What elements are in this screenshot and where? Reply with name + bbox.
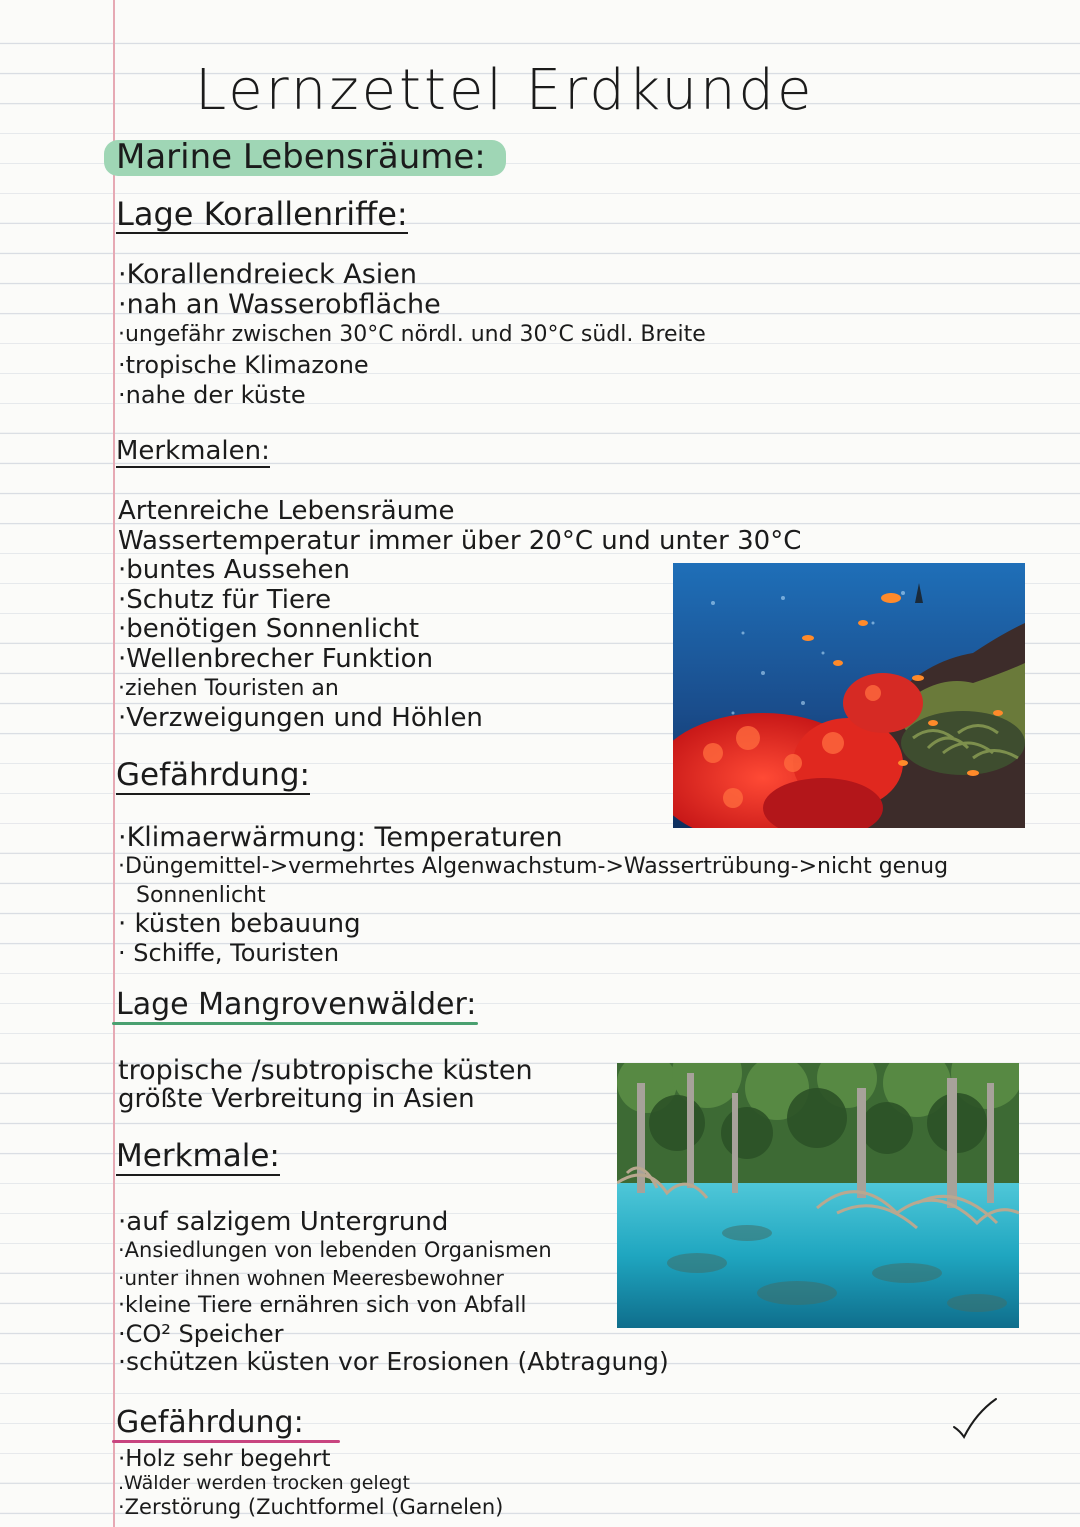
list-item: ·Verzweigungen und Höhlen — [118, 702, 483, 733]
list-item: ·Klimaerwärmung: Temperaturen — [118, 822, 563, 853]
list-item: ·unter ihnen wohnen Meeresbewohner — [118, 1266, 504, 1290]
list-item: ·CO² Speicher — [118, 1320, 284, 1348]
mangrove-threat-heading: Gefährdung: — [116, 1405, 304, 1440]
list-item: größte Verbreitung in Asien — [118, 1084, 475, 1114]
list-item: ·nah an Wasserobfläche — [118, 289, 441, 320]
page-margin-line — [113, 0, 115, 1527]
coral-reef-photo — [673, 563, 1025, 828]
coral-threat-list — [118, 823, 948, 968]
list-item: tropische /subtropische küsten — [118, 1055, 533, 1086]
list-item: ·ungefähr zwischen 30°C nördl. und 30°C südl. Breite — [118, 322, 706, 347]
list-item: · Schiffe, Touristen — [118, 939, 340, 967]
list-item: ·Zerstörung (Zuchtformel (Garnelen) — [118, 1495, 504, 1519]
list-item: ·ziehen Touristen an — [118, 676, 339, 701]
list-item: ·Ansiedlungen von lebenden Organismen — [118, 1238, 552, 1262]
coral-features-heading: Merkmalen: — [116, 436, 270, 466]
mangrove-forest-photo — [617, 1063, 1019, 1328]
checkmark-icon — [950, 1395, 1000, 1447]
list-item: ·Holz sehr begehrt — [118, 1446, 331, 1472]
list-item: ·Düngemittel->vermehrtes Algenwachstum->Wassertrübung->nicht genug — [118, 854, 949, 879]
list-item: ·benötigen Sonnenlicht — [118, 614, 420, 644]
section-heading: Marine Lebensräume: — [116, 137, 486, 177]
list-item: ·schützen küsten vor Erosionen (Abtragung) — [118, 1347, 669, 1376]
mangrove-heading-underline — [112, 1022, 478, 1025]
mangrove-features-heading: Merkmale: — [116, 1138, 280, 1174]
list-item: Artenreiche Lebensräume — [118, 496, 455, 526]
coral-location-heading: Lage Korallenriffe: — [116, 195, 408, 233]
mangrove-location-heading: Lage Mangrovenwälder: — [116, 987, 477, 1022]
list-item: ·Wellenbrecher Funktion — [118, 643, 434, 674]
mangrove-features-list — [118, 1208, 669, 1376]
coral-threat-heading: Gefährdung: — [116, 757, 310, 793]
list-item: ·kleine Tiere ernähren sich von Abfall — [118, 1293, 527, 1318]
list-item: · küsten bebauung — [118, 909, 361, 939]
list-item: .Wälder werden trocken gelegt — [118, 1472, 410, 1494]
list-item: ·Schutz für Tiere — [118, 584, 332, 615]
mangrove-threat-underline — [112, 1440, 340, 1443]
list-item: ·buntes Aussehen — [118, 555, 351, 585]
list-item: ·nahe der küste — [118, 381, 306, 409]
mangrove-location-list — [118, 1056, 533, 1114]
list-item: ·tropische Klimazone — [118, 351, 369, 379]
coral-location-list — [118, 260, 706, 410]
list-item: ·Korallendreieck Asien — [118, 259, 418, 290]
list-item: Sonnenlicht — [136, 883, 266, 908]
page-title: Lernzettel Erdkunde — [195, 58, 815, 123]
list-item: ·auf salzigem Untergrund — [118, 1207, 449, 1237]
list-item: Wassertemperatur immer über 20°C und unter 30°C — [118, 525, 802, 556]
mangrove-threat-list — [118, 1447, 503, 1519]
